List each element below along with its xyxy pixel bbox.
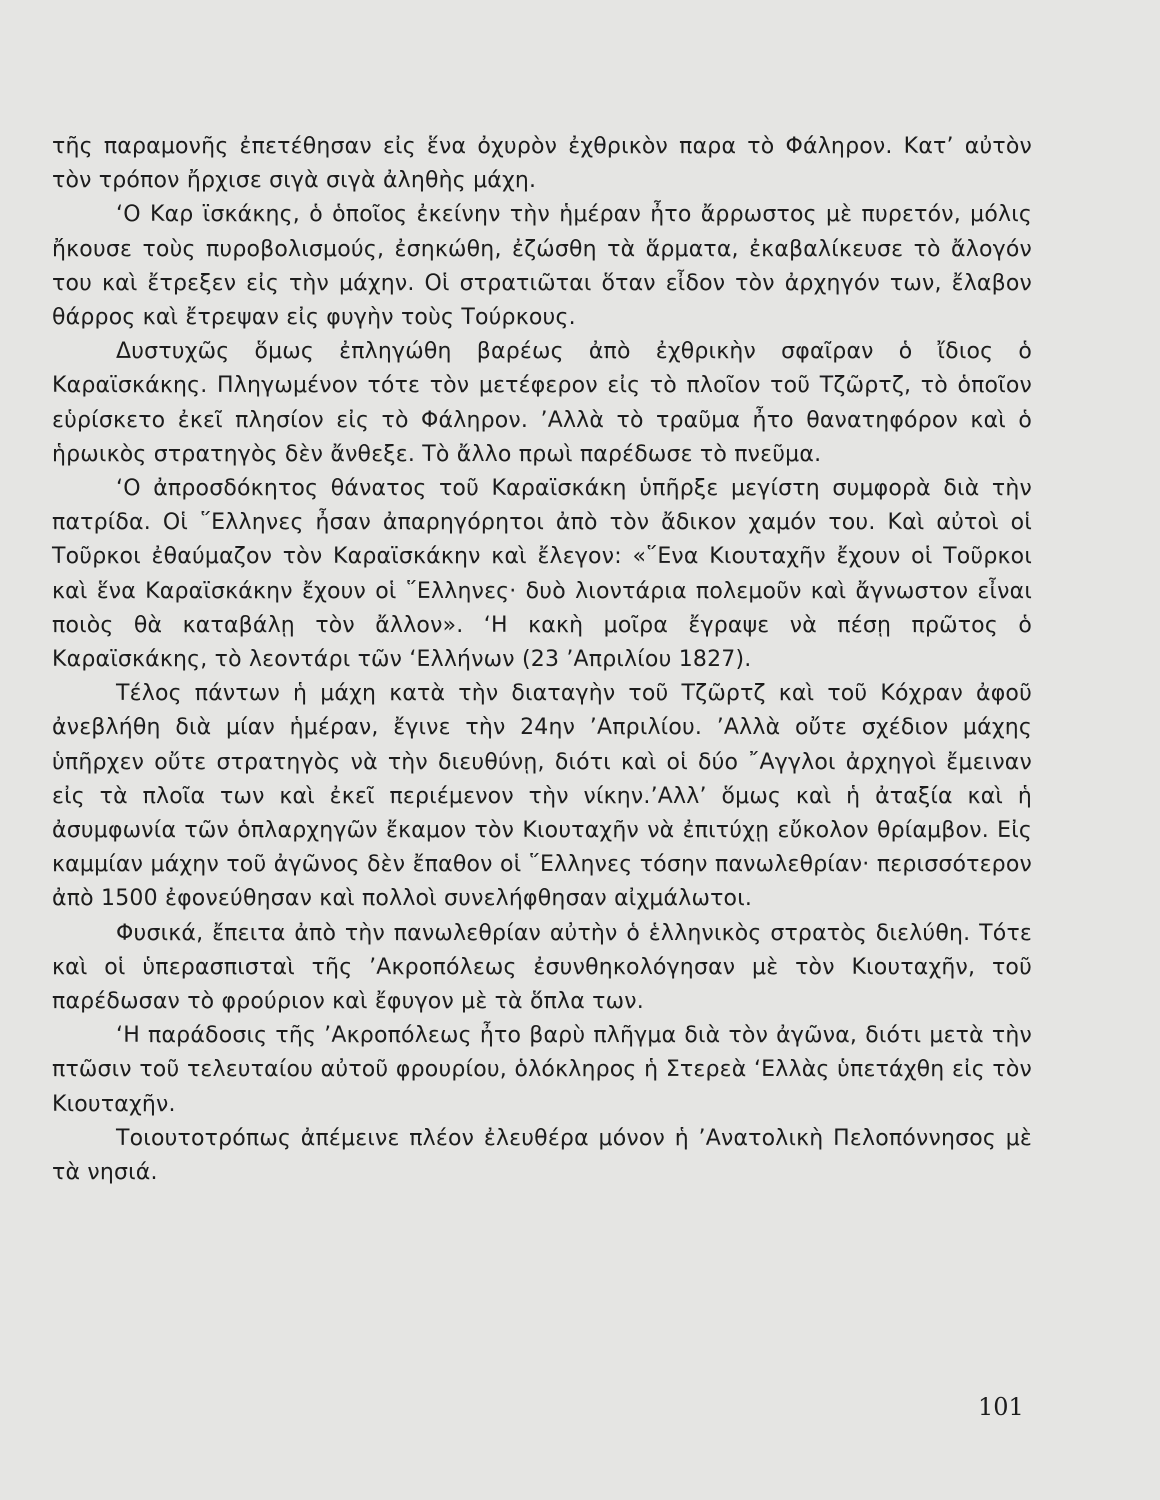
paragraph-1: τῆς παραμονῆς ἐπετέθησαν εἰς ἕνα ὀχυρὸν ἐχθρικὸν παρα τὸ Φάληρον. Κατ’ αὐτὸν τὸν τρόπον ἤρχισε σιγὰ σιγὰ ἀληθὴς μάχη. — [52, 134, 1032, 194]
paragraph-7: ‘Η παράδοσις τῆς ’Ακροπόλεως ἦτο βαρὺ πλῆγμα διὰ τὸν ἀγῶνα, διότι μετὰ τὴν πτῶσιν τοῦ τελευταίου αὐτοῦ φρουρίου, ὁλόκληρος ἡ Στερεὰ ‘Ελλὰς ὑπετάχθη εἰς τὸν Κιουταχῆν. — [52, 1023, 1032, 1117]
paragraph-2: ‘Ο Καρ ϊσκάκης, ὁ ὁποῖος ἐκείνην τὴν ἡμέραν ἦτο ἄρρωστος μὲ πυρετόν, μόλις ἤκουσε τοὺς πυροβολισμούς, ἐσηκώθη, ἐζώσθη τὰ ἅρματα, ἐκαβαλίκευσε τὸ ἄλογόν του καὶ ἔτρεξεν εἰς τὴν μάχην. Οἱ στρατιῶται ὅταν εἶδον τὸν ἀρχηγόν των, ἔλαβον θάρρος καὶ ἔτρεψαν εἰς φυγὴν τοὺς Τούρκους. — [52, 202, 1032, 331]
paragraph-8: Τοιουτοτρόπως ἀπέμεινε πλέον ἐλευθέρα μόνον ἡ ’Ανατολικὴ Πελοπόννησος μὲ τὰ νησιά. — [52, 1125, 1032, 1186]
page-number: 101 — [978, 1393, 1024, 1421]
paragraph-5: Τέλος πάντων ἡ μάχη κατὰ τὴν διαταγὴν τοῦ Τζῶρτζ καὶ τοῦ Κόχραν ἀφοῦ ἀνεβλήθη διὰ μίαν ἡμέραν, ἔγινε τὴν 24ην ’Απριλίου. ’Αλλὰ οὔτε σχέδιον μάχης ὑπῆρχεν οὔτε στρατηγὸς νὰ τὴν διευθύνῃ, διότι καὶ οἱ δύο ῎Αγγλοι ἀρχηγοὶ ἔμειναν εἰς τὰ πλοῖα των καὶ ἐκεῖ περιέμενον τὴν νίκην.’Αλλ’ ὅμως καὶ ἡ ἀταξία καὶ ἡ ἀσυμφωνία τῶν ὁπλαρχηγῶν ἔκαμον τὸν Κιουταχῆν νὰ ἐπιτύχῃ εὔκολον θρίαμβον. Εἰς καμμίαν μάχην τοῦ ἀγῶνος δὲν ἔπαθον οἱ ῞Ελληνες τόσην πανωλεθρίαν· περισσότερον ἀπὸ 1500 ἐφονεύθησαν καὶ πολλοὶ συνελήφθησαν αἰχμάλωτοι. — [52, 681, 1032, 912]
paragraph-6: Φυσικά, ἔπειτα ἀπὸ τὴν πανωλεθρίαν αὐτὴν ὁ ἑλληνικὸς στρατὸς διελύθη. Τότε καὶ οἱ ὑπερασπισταὶ τῆς ’Ακροπόλεως ἐσυνθηκολόγησαν μὲ τὸν Κιουταχῆν, τοῦ παρέδωσαν τὸ φρούριον καὶ ἔφυγον μὲ τὰ ὅπλα των. — [52, 920, 1032, 1015]
paragraph-4: ‘Ο ἀπροσδόκητος θάνατος τοῦ Καραϊσκάκη ὑπῆρξε μεγίστη συμφορὰ διὰ τὴν πατρίδα. Οἱ ῞Ελληνες ἦσαν ἀπαρηγόρητοι ἀπὸ τὸν ἄδικον χαμόν του. Καὶ αὐτοὶ οἱ Τοῦρκοι ἐθαύμαζον τὸν Καραϊσκάκην καὶ ἔλεγον: «῞Ενα Κιουταχῆν ἔχουν οἱ Τοῦρκοι καὶ ἕνα Καραϊσκάκην ἔχουν οἱ ῞Ελληνες· δυὸ λιοντάρια πολεμοῦν καὶ ἄγνωστον εἶναι ποιὸς θὰ καταβάλῃ τὸν ἄλλον». ‘Η κακὴ μοῖρα ἔγραψε νὰ πέσῃ πρῶτος ὁ Καραϊσκάκης, τὸ λεοντάρι τῶν ‘Ελλήνων (23 ’Απριλίου 1827). — [52, 476, 1032, 673]
paragraph-3: Δυστυχῶς ὅμως ἐπληγώθη βαρέως ἀπὸ ἐχθρικὴν σφαῖραν ὁ ἴδιος ὁ Καραϊσκάκης. Πληγωμένον τότε τὸν μετέφερον εἰς τὸ πλοῖον τοῦ Τζῶρτζ, τὸ ὁποῖον εὑρίσκετο ἐκεῖ πλησίον εἰς τὸ Φάληρον. ’Αλλὰ τὸ τραῦμα ἦτο θανατηφόρον καὶ ὁ ἡρωικὸς στρατηγὸς δὲν ἄνθεξε. Τὸ ἄλλο πρωὶ παρέδωσε τὸ πνεῦμα. — [52, 339, 1032, 467]
body-text — [52, 130, 1032, 1190]
